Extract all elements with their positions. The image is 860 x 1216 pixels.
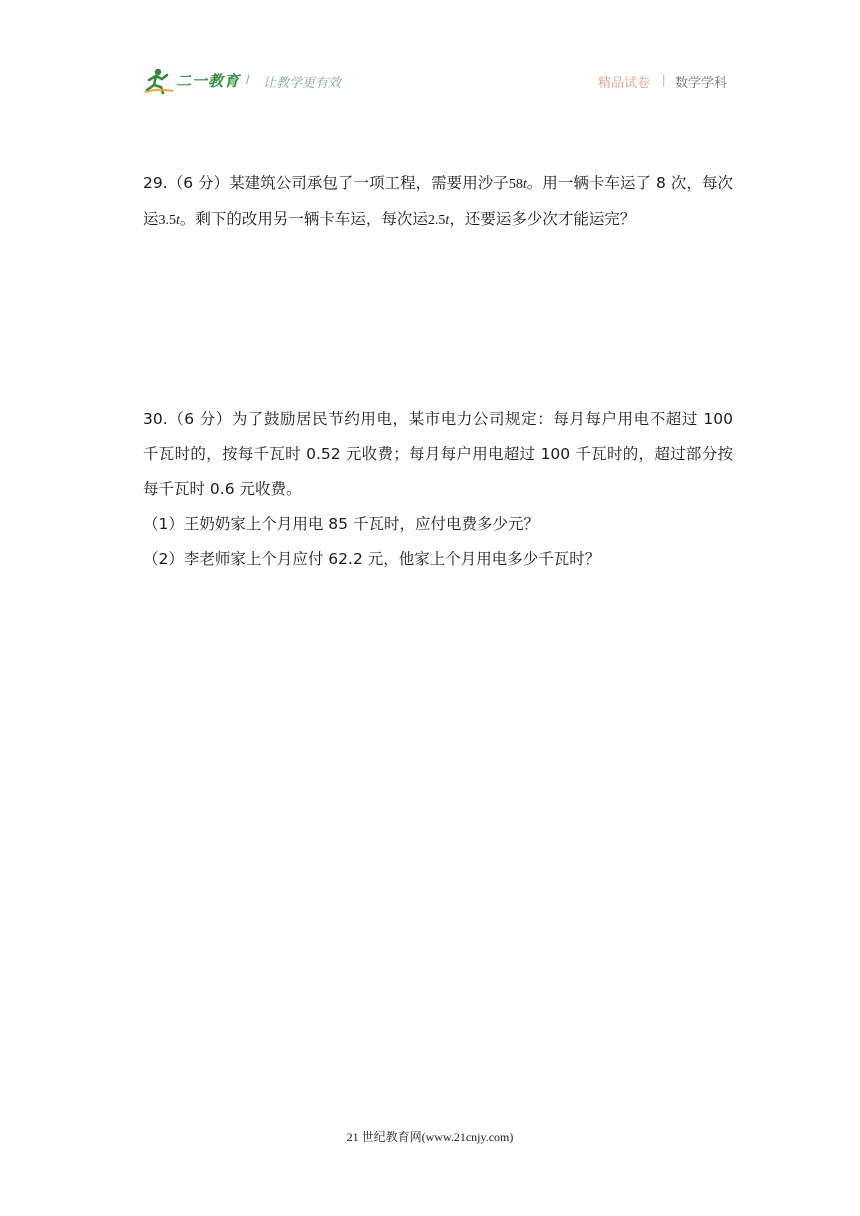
math-value (509, 177, 527, 192)
math-unit: t (522, 177, 527, 192)
math-unit: t (445, 213, 450, 228)
math-unit: t (176, 213, 180, 228)
math-number: 3.5 (158, 213, 177, 228)
question-text: 。用一辆卡车运了 8 次，每次运 (143, 174, 733, 228)
sub-question-2: （2）李老师家上个月应付 62.2 元，他家上个月用电多少千瓦时？ (143, 550, 601, 568)
math-value (159, 213, 180, 228)
math-number: 58 (508, 177, 523, 192)
question-text: 。剩下的改用另一辆卡车运，每次运 (179, 210, 428, 228)
question-text: 为了鼓励居民节约用电，某市电力公司规定：每月每户用电不超过 100 千瓦时的，按每千瓦时 0.52 元收费；每月每户用电超过 100 千瓦时的，超过部分按每千瓦时 0.6 元收费。 (143, 410, 733, 498)
header-tag-separator: | (662, 72, 666, 87)
header-tag-subject: 数学学科 (675, 75, 728, 90)
slogan-separator: / (246, 72, 250, 87)
question-score: （6 分） (167, 410, 232, 428)
question-number: 30. (143, 410, 168, 428)
page-footer: 21 世纪教育网(www.21cnjy.com) (346, 1130, 514, 1144)
header-tag-quality: 精品试卷 (598, 75, 651, 90)
math-value (428, 213, 449, 228)
question-30 (143, 402, 733, 577)
slogan: 让教学更有效 (263, 75, 342, 90)
question-number: 29. (143, 174, 168, 192)
question-text: ，还要运多少次才能运完？ (449, 210, 636, 228)
question-30-text (143, 402, 733, 507)
question-29-text (143, 166, 733, 238)
question-score: （6 分） (167, 174, 230, 192)
page-header (0, 0, 860, 110)
math-number: 2.5 (427, 213, 446, 228)
sub-question-1: （1）王奶奶家上个月用电 85 千瓦时，应付电费多少元？ (143, 515, 539, 533)
question-29 (143, 166, 733, 238)
brand-name: 二一教育 (176, 73, 241, 90)
question-text: 某建筑公司承包了一项工程，需要用沙子 (229, 174, 509, 192)
